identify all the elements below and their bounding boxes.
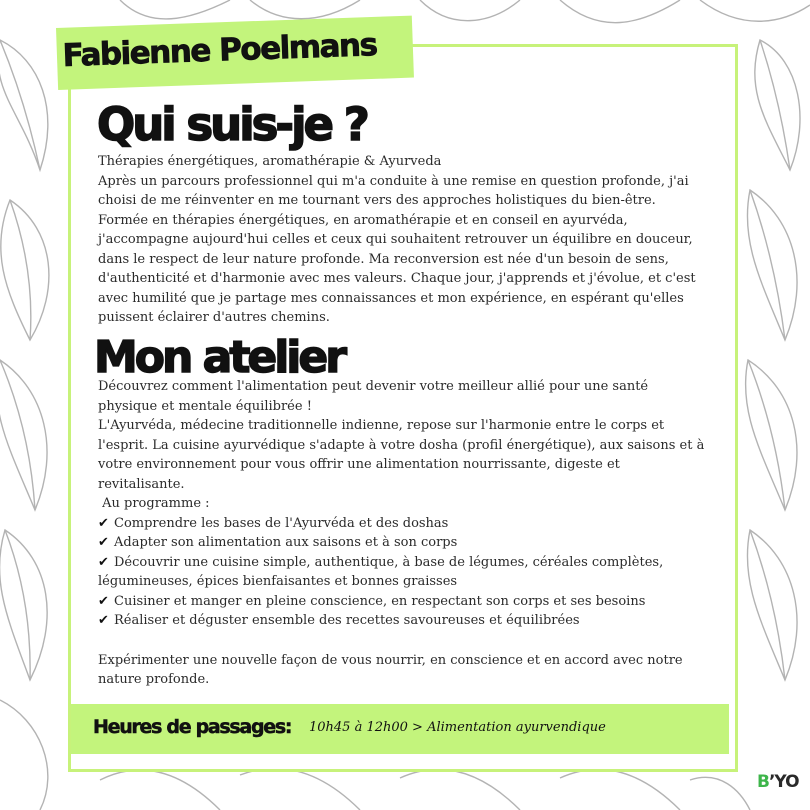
workshop-text xyxy=(98,377,708,690)
check-icon: ✔ xyxy=(98,613,109,628)
workshop-intro-1: Découvrez comment l'alimentation peut devenir votre meilleur allié pour une santé physique et mentale équilibrée ! xyxy=(98,379,649,414)
program-item: ✔ Découvrir une cuisine simple, authentique, à base de légumes, céréales complètes, légumineuses, épices bienfaisantes et bonnes graisses xyxy=(98,554,664,589)
program-label: Au programme : xyxy=(98,496,210,511)
program-item: ✔ Cuisiner et manger en pleine conscience, en respectant son corps et ses besoins xyxy=(98,592,708,612)
program-item: ✔ Réaliser et déguster ensemble des recettes savoureuses et équilibrées xyxy=(98,611,708,631)
program-item: ✔ Adapter son alimentation aux saisons et à son corps xyxy=(98,533,708,553)
about-paragraph: Après un parcours professionnel qui m'a conduite à une remise en question profonde, j'ai choisi de me réinventer en me tournant vers des approches holistiques du bien-être. Formée en thérapies énergétiques, en aromathérapie et en conseil en ayurvéda, j'accompagne aujourd'hui celles et ceux qui souhaitent retrouver un équilibre en douceur, dans le respect de leur nature profonde. Ma reconversion est née d'un besoin de sens, d'authenticité et d'harmonie avec mes valeurs. Chaque jour, j'apprends et j'évolue, et c'est avec humilité que je partage mes connaissances et mon expérience, en espérant qu'elles puissent éclairer d'autres chemins. xyxy=(98,173,696,325)
workshop-intro-2: L'Ayurvéda, médecine traditionnelle indienne, repose sur l'harmonie entre le corps et l'esprit. La cuisine ayurvédique s'adapte à votre dosha (profil énergétique), aux saisons et à votre environnement pour vous offrir une alimentation nourrissante, digeste et revitalisante. xyxy=(98,418,705,492)
about-title: Qui suis-je ? xyxy=(97,98,367,151)
check-icon: ✔ xyxy=(98,593,109,609)
program-item: ✔ Comprendre les bases de l'Ayurvéda et des doshas xyxy=(98,514,708,534)
about-text xyxy=(98,152,708,328)
check-icon: ✔ xyxy=(98,554,109,570)
about-subtitle: Thérapies énergétiques, aromathérapie & Ayurveda xyxy=(98,154,442,169)
hours-label: Heures de passages: xyxy=(93,716,292,738)
workshop-title: Mon atelier xyxy=(94,332,344,383)
hours-value: 10h45 à 12h00 > Alimentation ayurvendique xyxy=(309,720,606,735)
check-icon: ✔ xyxy=(98,515,109,531)
presenter-name: Fabienne Poelmans xyxy=(62,27,378,74)
workshop-closing: Expérimenter une nouvelle façon de vous nourrir, en conscience et en accord avec notre nature profonde. xyxy=(98,652,683,687)
brand-logo: B’YO xyxy=(757,772,799,792)
check-icon: ✔ xyxy=(98,535,109,550)
